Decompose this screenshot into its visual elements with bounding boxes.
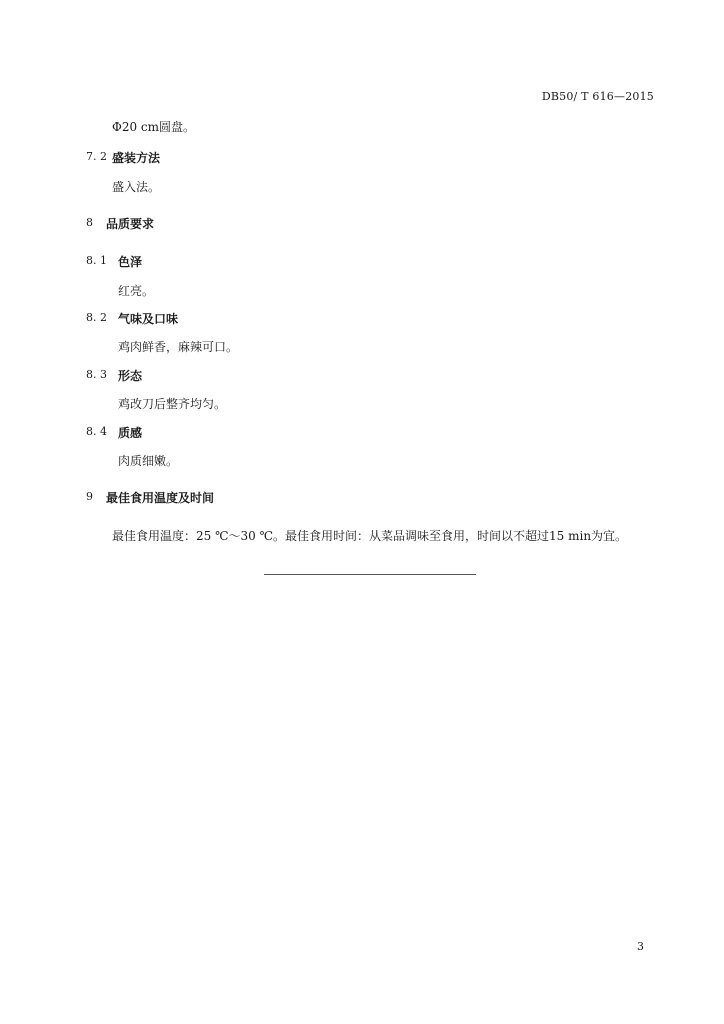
section-9-number: 9 [86, 490, 93, 503]
section-8-4-number: 8. 4 [86, 425, 107, 438]
section-7-2-text: 盛入法。 [112, 180, 161, 194]
section-8-2-number: 8. 2 [86, 311, 107, 324]
page-number: 3 [637, 940, 644, 953]
section-8-3-text: 鸡改刀后整齐均匀。 [118, 397, 227, 411]
section-8-number: 8 [86, 216, 93, 229]
section-9-text: 最佳食用温度：25 ℃～30 ℃。最佳食用时间：从菜品调味至食用，时间以不超过15 min为宜。 [112, 529, 628, 543]
plate-spec-text: Φ20 cm圆盘。 [112, 120, 196, 134]
end-of-document-rule [264, 574, 476, 575]
section-8-1-number: 8. 1 [86, 254, 107, 267]
section-8-2-text: 鸡肉鲜香，麻辣可口。 [118, 340, 239, 354]
section-8-2-title: 气味及口味 [118, 312, 179, 326]
section-7-2-title: 盛装方法 [112, 151, 161, 165]
section-8-3-title: 形态 [118, 369, 143, 383]
section-8-1-title: 色泽 [118, 255, 143, 269]
section-8-1-text: 红亮。 [118, 284, 155, 298]
section-8-4-text: 肉质细嫩。 [118, 454, 179, 468]
section-9-title: 最佳食用温度及时间 [106, 491, 215, 505]
section-8-3-number: 8. 3 [86, 368, 107, 381]
section-8-4-title: 质感 [118, 426, 143, 440]
section-8-title: 品质要求 [106, 217, 155, 231]
document-code: DB50/ T 616—2015 [541, 90, 654, 103]
section-7-2-number: 7. 2 [86, 150, 107, 163]
